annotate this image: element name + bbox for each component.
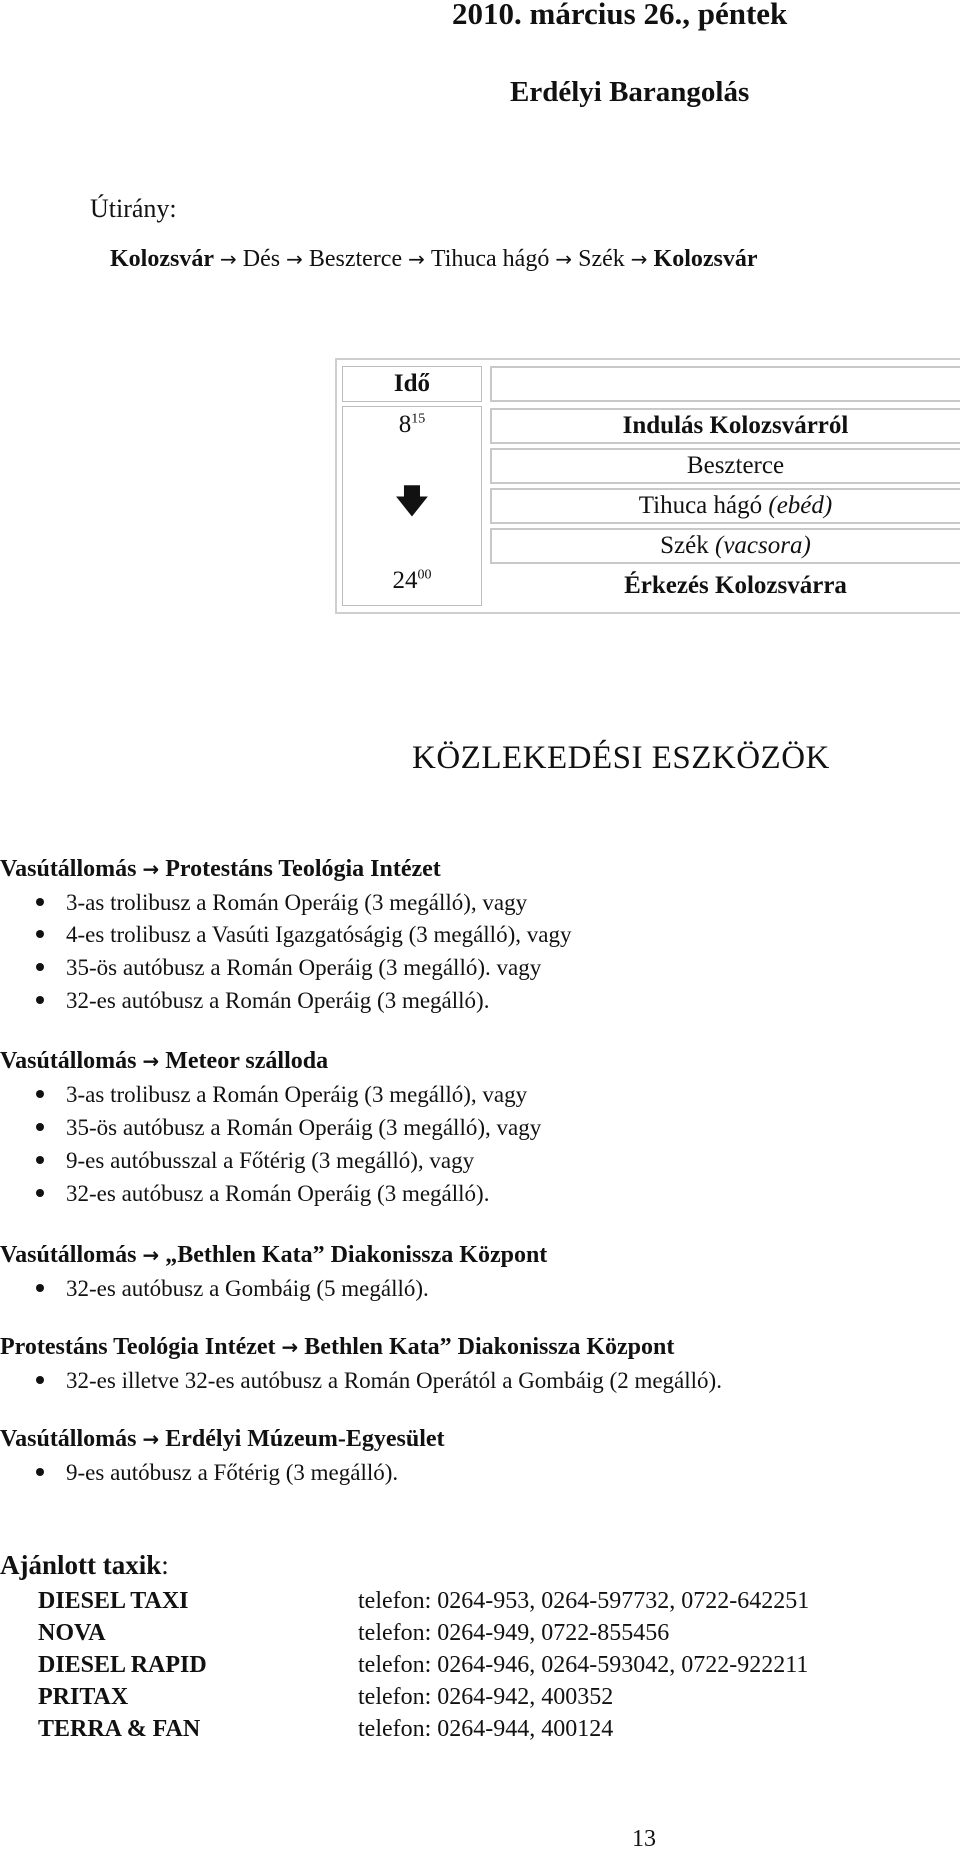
taxi-phone: telefon: 0264-944, 400124 [358,1716,614,1742]
arrow-right-icon: → [219,247,237,271]
time-header: Idő [342,366,482,402]
schedule-row: Indulás Kolozsvárról [490,408,960,444]
list-item: 9-es autóbusz a Főtérig (3 megálló). [36,1460,398,1486]
list-item: 9-es autóbusszal a Főtérig (3 megálló), vagy [36,1148,474,1174]
route-label: Útirány: [90,194,177,223]
arrow-right-icon: → [142,857,160,881]
arrow-right-icon: → [142,1049,160,1073]
arrow-right-icon: → [142,1243,160,1267]
taxi-name: DIESEL RAPID [38,1652,207,1678]
time-column [342,406,482,606]
arrow-right-icon: → [142,1427,160,1451]
transport-route-heading: Vasútállomás → Meteor szálloda [0,1048,329,1074]
route-stop: Szék [578,246,625,272]
list-item: 35-ös autóbusz a Román Operáig (3 megálló), vagy [36,1115,541,1141]
arrow-right-icon: → [281,1335,299,1359]
list-item: 32-es autóbusz a Román Operáig (3 megálló). [36,1181,489,1207]
list-item: 32-es autóbusz a Román Operáig (3 megálló). [36,988,489,1014]
end-time: $24^{00}$ [392,567,432,594]
list-item: 3-as trolibusz a Román Operáig (3 megálló), vagy [36,1082,527,1108]
route-stop: Tihuca hágó [430,246,550,272]
page-date: 2010. március 26., péntek [452,0,788,31]
schedule-row: Beszterce [490,448,960,484]
schedule-table [335,358,960,614]
taxi-name: NOVA [38,1620,106,1646]
route-end: Kolozsvár [653,246,758,272]
list-item: 35-ös autóbusz a Román Operáig (3 megálló). vagy [36,955,541,981]
schedule-row: Tihuca hágó (ebéd) [490,488,960,524]
transport-route-heading: Vasútállomás → „Bethlen Kata” Diakonissza Központ [0,1242,548,1268]
arrow-right-icon: → [408,247,425,271]
list-item: 4-es trolibusz a Vasúti Igazgatóságig (3 megálló), vagy [36,922,571,948]
arrow-right-icon: → [286,247,303,271]
taxi-heading: Ajánlott taxik: [0,1550,169,1580]
transport-route-heading: Protestáns Teológia Intézet → Bethlen Kata” Diakonissza Központ [0,1334,675,1360]
arrow-right-icon: → [555,247,573,271]
list-item: 32-es illetve 32-es autóbusz a Román Operától a Gombáig (2 megálló). [36,1368,722,1394]
route-stop: Dés [242,246,281,272]
list-item: 32-es autóbusz a Gombáig (5 megálló). [36,1276,429,1302]
transport-route-heading: Vasútállomás → Erdélyi Múzeum-Egyesület [0,1426,445,1452]
arrow-right-icon: → [630,247,648,271]
taxi-phone: telefon: 0264-949, 0722-855456 [358,1620,670,1646]
taxi-phone: telefon: 0264-953, 0264-597732, 0722-642251 [358,1588,810,1614]
route-stop: Beszterce [308,246,403,272]
route-start: Kolozsvár [110,246,214,272]
taxi-name: TERRA & FAN [38,1716,201,1742]
list-item: 3-as trolibusz a Román Operáig (3 megálló), vagy [36,890,527,916]
route-line [110,246,758,273]
taxi-phone: telefon: 0264-942, 400352 [358,1684,614,1710]
arrow-down-icon: 🡇 [395,482,429,520]
taxi-name: DIESEL TAXI [38,1588,189,1614]
taxi-name: PRITAX [38,1684,129,1710]
page-number: 13 [632,1826,656,1852]
page-subtitle: Erdélyi Barangolás [510,76,750,108]
schedule-row: Érkezés Kolozsvárra [490,568,960,604]
transport-title: KÖZLEKEDÉSI ESZKÖZÖK [412,740,830,776]
schedule-empty-header [490,366,960,402]
transport-route-heading: Vasútállomás → Protestáns Teológia Intézet [0,856,441,882]
taxi-phone: telefon: 0264-946, 0264-593042, 0722-922211 [358,1652,809,1678]
schedule-row: Szék (vacsora) [490,528,960,564]
start-time: $8^{15}$ [398,411,426,438]
